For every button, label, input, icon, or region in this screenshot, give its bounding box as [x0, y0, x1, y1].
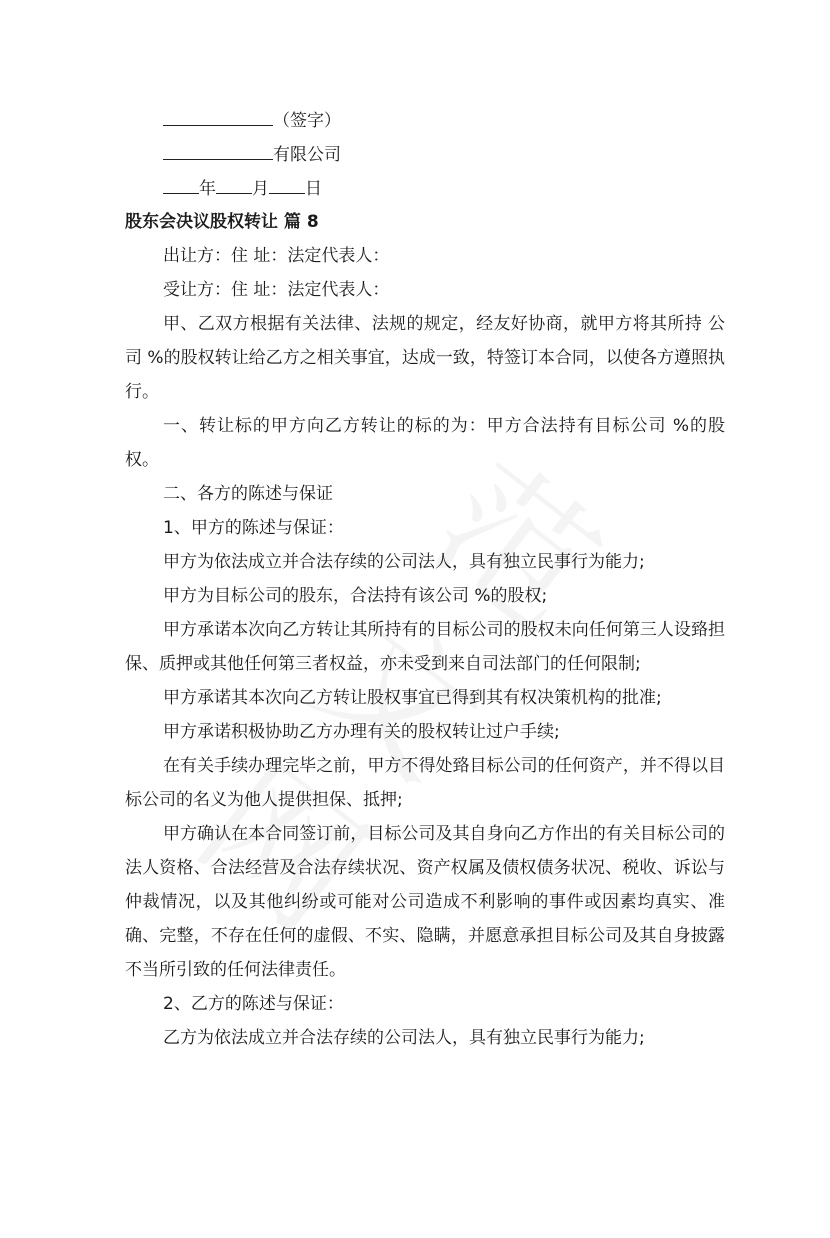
paragraph-subject: 一、转让标的甲方向乙方转让的标的为：甲方合法持有目标公司 %的股权。	[125, 416, 725, 470]
paragraph-item: 甲方承诺本次向乙方转让其所持有的目标公司的股权未向任何第三人设臵担保、质押或其他任何第三者权益，亦未受到来自司法部门的任何限制;	[125, 620, 725, 674]
date-line	[125, 171, 725, 205]
month-label: 月	[252, 179, 269, 199]
company-line	[125, 137, 725, 171]
paragraph-warranties-heading: 二、各方的陈述与保证	[163, 484, 333, 504]
paragraph-preamble: 甲、乙双方根据有关法律、法规的规定，经友好协商，就甲方将其所持 公司 %的股权转让给乙方之相关事宜，达成一致，特签订本合同，以使各方遵照执行。	[125, 314, 725, 402]
paragraph-item: 甲方确认在本合同签订前，目标公司及其自身向乙方作出的有关目标公司的法人资格、合法经营及合法存续状况、资产权属及债权债务状况、税收、诉讼与仲裁情况，以及其他纠纷或可能对公司造成不利影响的事件或因素均真实、准确、完整，不存在任何的虚假、不实、隐瞒，并愿意承担目标公司及其自身披露不当所引致的任何法律责任。	[125, 824, 725, 980]
paragraph-item: 在有关手续办理完毕之前，甲方不得处臵目标公司的任何资产，并不得以目标公司的名义为他人提供担保、抵押;	[125, 756, 725, 810]
blank-field	[269, 171, 305, 194]
blank-field	[163, 103, 273, 126]
blank-field	[163, 137, 273, 160]
paragraph-item: 甲方承诺其本次向乙方转让股权事宜已得到其有权决策机构的批准;	[163, 688, 662, 708]
paragraph-transferor: 出让方：住 址：法定代表人：	[163, 246, 390, 266]
signature-label: （签字）	[273, 111, 341, 131]
paragraph-item: 甲方为目标公司的股东，合法持有该公司 %的股权;	[163, 586, 548, 606]
year-label: 年	[199, 179, 216, 199]
paragraph-item: 甲方承诺积极协助乙方办理有关的股权转让过户手续;	[163, 722, 560, 742]
signature-line	[125, 103, 725, 137]
blank-field	[216, 171, 252, 194]
paragraph-party-b-heading: 2、乙方的陈述与保证：	[163, 994, 344, 1014]
paragraph-item: 甲方为依法成立并合法存续的公司法人，具有独立民事行为能力;	[163, 552, 645, 572]
paragraph-transferee: 受让方：住 址：法定代表人：	[163, 280, 390, 300]
section-heading: 股东会决议股权转让 篇 8	[125, 212, 319, 232]
day-label: 日	[305, 179, 322, 199]
company-label: 有限公司	[273, 145, 341, 165]
paragraph-party-a-heading: 1、甲方的陈述与保证：	[163, 518, 344, 538]
document-body	[125, 103, 725, 1055]
blank-field	[163, 171, 199, 194]
paragraph-item: 乙方为依法成立并合法存续的公司法人，具有独立民事行为能力;	[163, 1028, 645, 1048]
